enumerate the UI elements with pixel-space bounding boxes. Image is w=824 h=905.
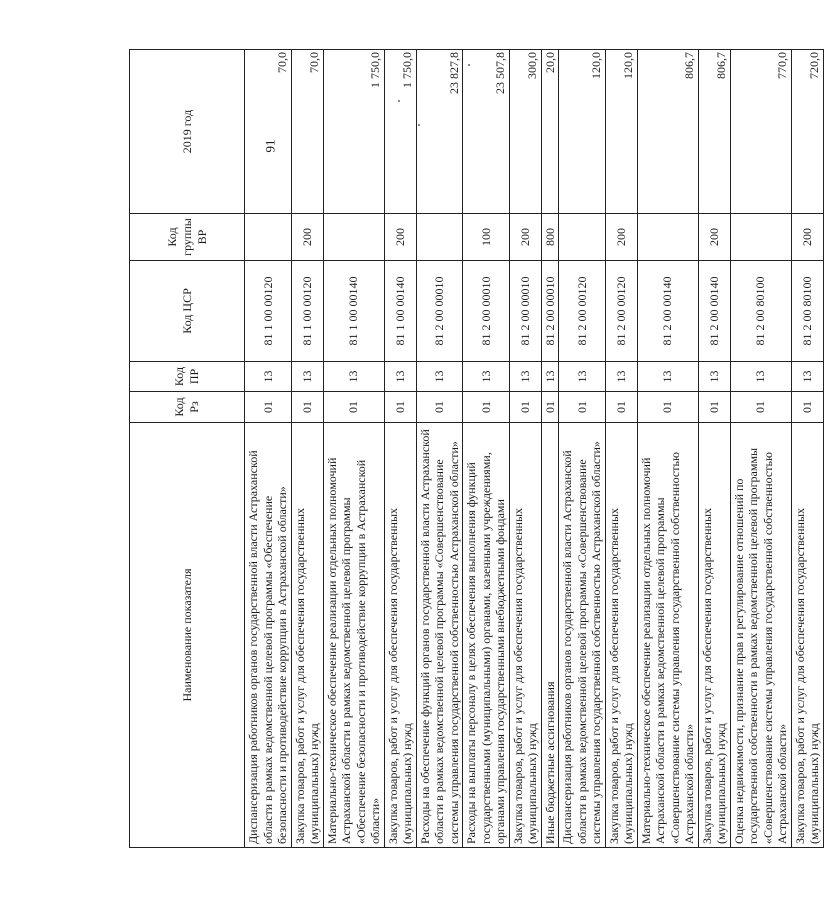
table-row (384, 50, 416, 848)
cell-pr: 13 (698, 362, 730, 392)
table-row (605, 50, 637, 848)
table-row (323, 50, 384, 848)
cell-csr: 81 2 00 00010 (416, 261, 463, 362)
cell-value: 20,0 (541, 50, 559, 214)
table-row (559, 50, 606, 848)
cell-vr: 200 (605, 214, 637, 261)
cell-value: 720,0 (791, 50, 823, 214)
cell-value: 806,7 (698, 50, 730, 214)
cell-csr: 81 2 00 80100 (730, 261, 791, 362)
cell-value: 23 827,8 (416, 50, 463, 214)
cell-name: Закупка товаров, работ и услуг для обеспечения государственных (муниципальных) нужд (291, 423, 323, 848)
cell-value: 120,0 (605, 50, 637, 214)
cell-name: Материально-техническое обеспечение реализации отдельных полномочий Астраханской области в рамках ведомственной целевой программы «Совершенствование системы управления государственной собственностью Астраханской области» (637, 423, 698, 848)
cell-csr: 81 2 00 00010 (509, 261, 541, 362)
cell-vr (730, 214, 791, 261)
cell-vr: 200 (509, 214, 541, 261)
cell-value: 770,0 (730, 50, 791, 214)
cell-pr: 13 (245, 362, 292, 392)
budget-table (129, 49, 824, 848)
cell-value: 1 750,0 (323, 50, 384, 214)
cell-rz: 01 (698, 392, 730, 423)
header-csr: Код ЦСР (130, 261, 245, 362)
cell-rz: 01 (323, 392, 384, 423)
cell-rz: 01 (559, 392, 606, 423)
cell-rz: 01 (463, 392, 510, 423)
header-rz: Код Рз (130, 392, 245, 423)
cell-rz: 01 (416, 392, 463, 423)
table-header-row (130, 50, 245, 848)
cell-rz: 01 (730, 392, 791, 423)
table-row (291, 50, 323, 848)
header-name: Наименование показателя (130, 423, 245, 848)
cell-vr (559, 214, 606, 261)
table-row (245, 50, 292, 848)
cell-csr: 81 2 00 00120 (559, 261, 606, 362)
cell-pr: 13 (730, 362, 791, 392)
cell-value: 70,0 (245, 50, 292, 214)
header-vr: Код группы ВР (130, 214, 245, 261)
cell-rz: 01 (245, 392, 292, 423)
cell-rz: 01 (384, 392, 416, 423)
cell-csr: 81 2 00 00010 (463, 261, 510, 362)
cell-pr: 13 (323, 362, 384, 392)
cell-csr: 81 2 00 00120 (605, 261, 637, 362)
cell-name: Диспансеризация работников органов государственной власти Астраханской области в рамках ведомственной целевой программы «Совершенствование системы управления государственной собственностью Астраханской области» (559, 423, 606, 848)
cell-pr: 13 (463, 362, 510, 392)
table-row (730, 50, 791, 848)
table-row (791, 50, 823, 848)
table-row (463, 50, 510, 848)
cell-vr: 200 (384, 214, 416, 261)
cell-pr: 13 (605, 362, 637, 392)
cell-csr: 81 1 00 00140 (323, 261, 384, 362)
cell-value: 120,0 (559, 50, 606, 214)
cell-rz: 01 (637, 392, 698, 423)
cell-pr: 13 (384, 362, 416, 392)
page-number: 91 (262, 139, 278, 153)
cell-name: Закупка товаров, работ и услуг для обеспечения государственных (муниципальных) нужд (605, 423, 637, 848)
cell-vr: 200 (698, 214, 730, 261)
cell-vr (637, 214, 698, 261)
cell-name: Закупка товаров, работ и услуг для обеспечения государственных (муниципальных) нужд (698, 423, 730, 848)
table-row (698, 50, 730, 848)
cell-csr: 81 1 00 00120 (245, 261, 292, 362)
cell-csr: 81 2 00 00140 (637, 261, 698, 362)
cell-vr: 100 (463, 214, 510, 261)
cell-pr: 13 (791, 362, 823, 392)
cell-pr: 13 (416, 362, 463, 392)
cell-pr: 13 (559, 362, 606, 392)
cell-value: 70,0 (291, 50, 323, 214)
cell-csr: 81 1 00 00140 (384, 261, 416, 362)
cell-vr: 800 (541, 214, 559, 261)
cell-vr (245, 214, 292, 261)
cell-name: Расходы на выплаты персоналу в целях обеспечения выполнения функций государственными (муниципальными) органами, казенными учреждениями, органами управления государственными внебюджетными фондами (463, 423, 510, 848)
table-row (541, 50, 559, 848)
rotated-table-container (129, 50, 821, 848)
cell-csr: 81 1 00 00120 (291, 261, 323, 362)
cell-name: Закупка товаров, работ и услуг для обеспечения государственных (муниципальных) нужд (384, 423, 416, 848)
cell-name: Диспансеризация работников органов государственной власти Астраханской области в рамках ведомственной целевой программы «Обеспечение безопасности и противодействие коррупции в Астраханской области» (245, 423, 292, 848)
cell-vr (416, 214, 463, 261)
header-year: 2019 год (130, 50, 245, 214)
cell-value: 300,0 (509, 50, 541, 214)
cell-name: Закупка товаров, работ и услуг для обеспечения государственных (муниципальных) нужд (791, 423, 823, 848)
cell-vr: 200 (791, 214, 823, 261)
cell-value: 806,7 (637, 50, 698, 214)
table-row (509, 50, 541, 848)
cell-pr: 13 (291, 362, 323, 392)
cell-rz: 01 (291, 392, 323, 423)
cell-csr: 81 2 00 80100 (791, 261, 823, 362)
cell-rz: 01 (541, 392, 559, 423)
cell-rz: 01 (509, 392, 541, 423)
cell-pr: 13 (637, 362, 698, 392)
table-row (637, 50, 698, 848)
cell-rz: 01 (791, 392, 823, 423)
header-pr: Код ПР (130, 362, 245, 392)
cell-name: Оценка недвижимости, признание прав и регулирование отношений по государственной собственности в рамках ведомственной целевой программы «Совершенствование системы управления государственной собственностью Астраханской области» (730, 423, 791, 848)
cell-csr: 81 2 00 00140 (698, 261, 730, 362)
cell-value: 23 507,8 (463, 50, 510, 214)
cell-name: Материально-техническое обеспечение реализации отдельных полномочий Астраханской области в рамках ведомственной целевой программы «Обеспечение безопасности и противодействие коррупции в Астраханской области» (323, 423, 384, 848)
cell-name: Закупка товаров, работ и услуг для обеспечения государственных (муниципальных) нужд (509, 423, 541, 848)
cell-pr: 13 (509, 362, 541, 392)
cell-vr: 200 (291, 214, 323, 261)
table-row (416, 50, 463, 848)
cell-value: 1 750,0 (384, 50, 416, 214)
cell-name: Иные бюджетные ассигнования (541, 423, 559, 848)
cell-csr: 81 2 00 00010 (541, 261, 559, 362)
cell-pr: 13 (541, 362, 559, 392)
cell-name: Расходы на обеспечение функций органов государственной власти Астраханской области в рамках ведомственной целевой программы «Совершенствование системы управления государственной собственностью Астраханской области» (416, 423, 463, 848)
cell-rz: 01 (605, 392, 637, 423)
cell-vr (323, 214, 384, 261)
